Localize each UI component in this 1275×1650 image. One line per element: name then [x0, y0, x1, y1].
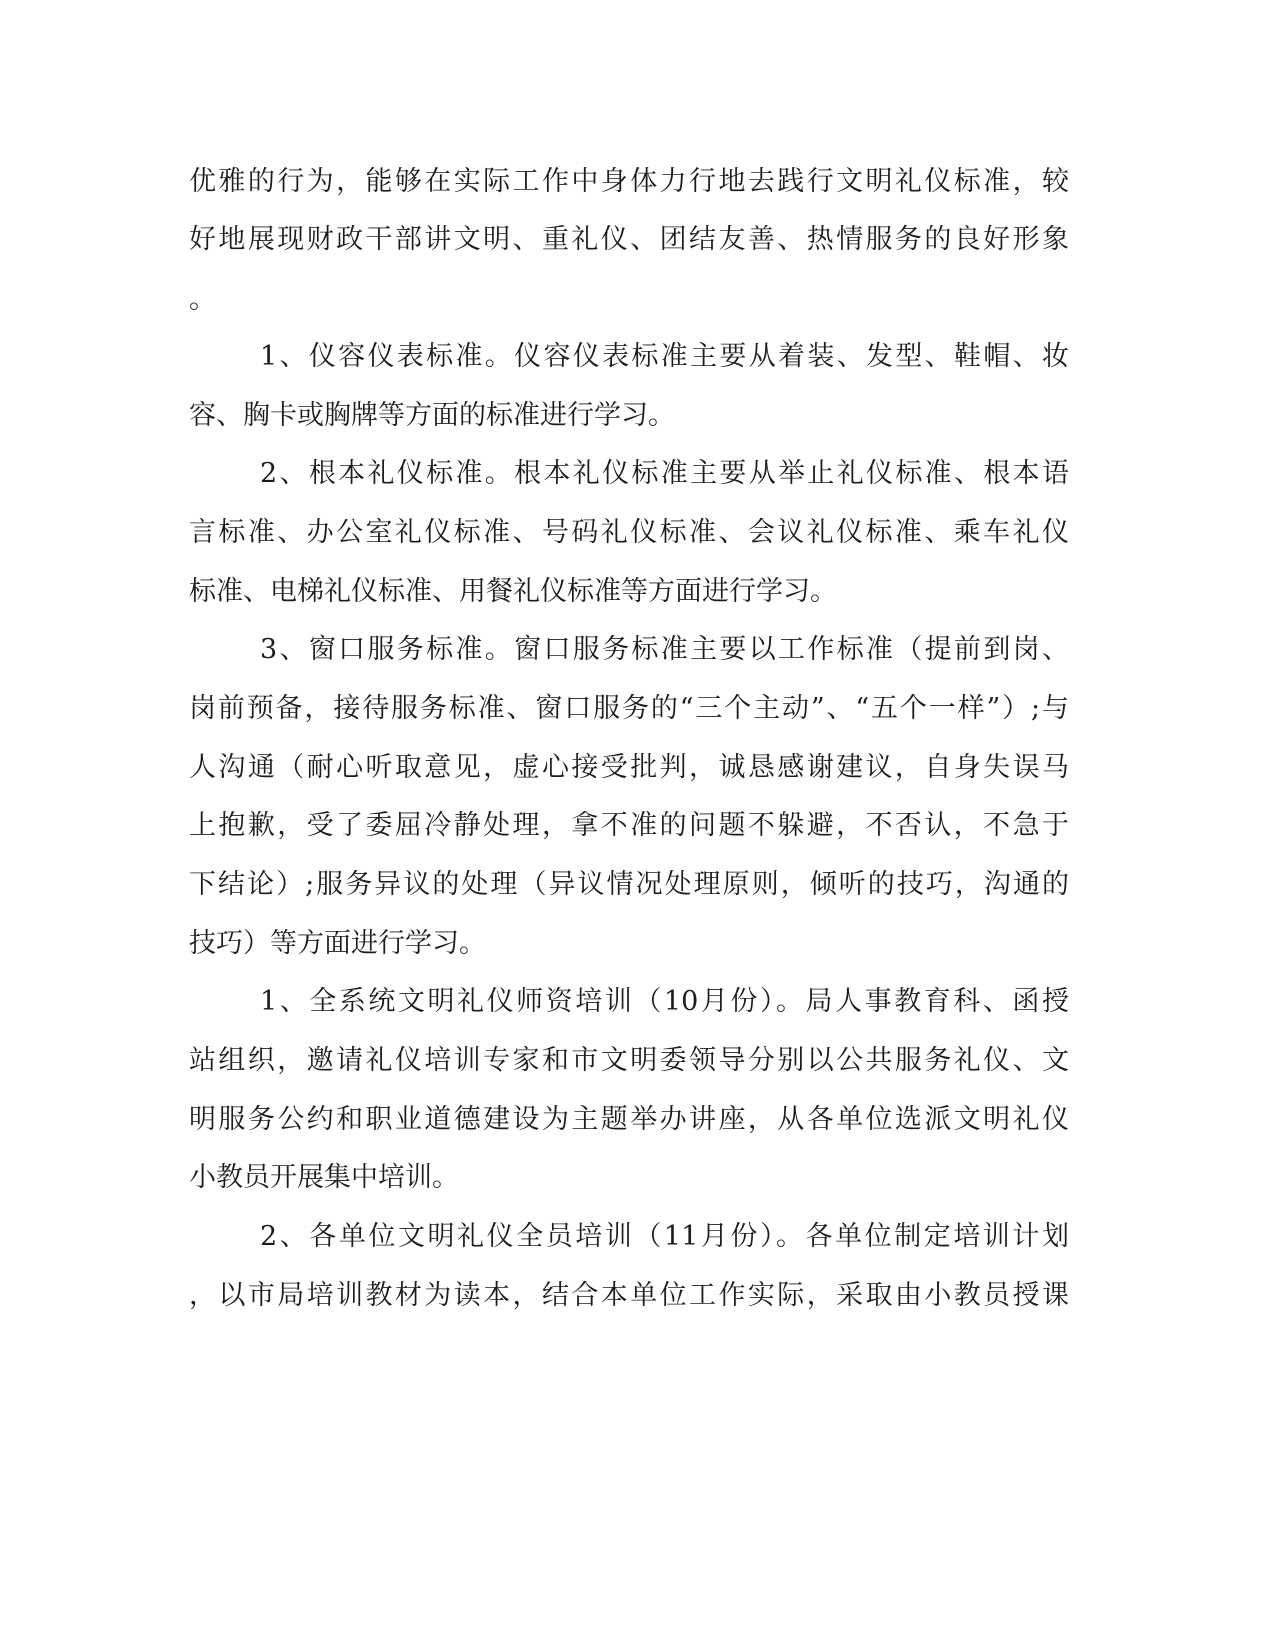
text-line: 2、根本礼仪标准。根本礼仪标准主要从举止礼仪标准、根本语: [260, 458, 1069, 489]
text-line: 容、胸卡或胸牌等方面的标准进行学习。: [189, 400, 675, 431]
text-line: 优雅的行为，能够在实际工作中身体力行地去践行文明礼仪标准，较: [189, 166, 1069, 197]
text-line: 小教员开展集中培训。: [189, 1162, 459, 1193]
text-line: 岗前预备，接待服务标准、窗口服务的“三个主动”、“五个一样”）;与: [189, 693, 1069, 724]
text-line: 站组织，邀请礼仪培训专家和市文明委领导分别以公共服务礼仪、文: [189, 1045, 1069, 1076]
text-line: 好地展现财政干部讲文明、重礼仪、团结友善、热情服务的良好形象: [189, 224, 1069, 255]
text-line: 标准、电梯礼仪标准、用餐礼仪标准等方面进行学习。: [189, 576, 837, 607]
text-line: 人沟通（耐心听取意见，虚心接受批判，诚恳感谢建议，自身失误马: [189, 752, 1069, 783]
text-line: 下结论）;服务异议的处理（异议情况处理原则，倾听的技巧，沟通的: [189, 869, 1069, 900]
text-line: 技巧）等方面进行学习。: [189, 928, 486, 959]
text-line: 2、各单位文明礼仪全员培训（11月份）。各单位制定培训计划: [260, 1221, 1069, 1252]
text-line: 1、全系统文明礼仪师资培训（10月份）。局人事教育科、函授: [260, 986, 1069, 1017]
text-line: 1、仪容仪表标准。仪容仪表标准主要从着装、发型、鞋帽、妆: [260, 341, 1069, 372]
text-line: 言标准、办公室礼仪标准、号码礼仪标准、会议礼仪标准、乘车礼仪: [189, 517, 1069, 548]
text-line: 上抱歉，受了委屈冷静处理，拿不准的问题不躲避，不否认，不急于: [189, 810, 1069, 841]
text-line: 。: [189, 284, 216, 315]
text-line: 3、窗口服务标准。窗口服务标准主要以工作标准（提前到岗、: [260, 634, 1069, 665]
text-line: 明服务公约和职业道德建设为主题举办讲座，从各单位选派文明礼仪: [189, 1104, 1069, 1135]
text-line: ，以市局培训教材为读本，结合本单位工作实际，采取由小教员授课: [189, 1280, 1069, 1311]
